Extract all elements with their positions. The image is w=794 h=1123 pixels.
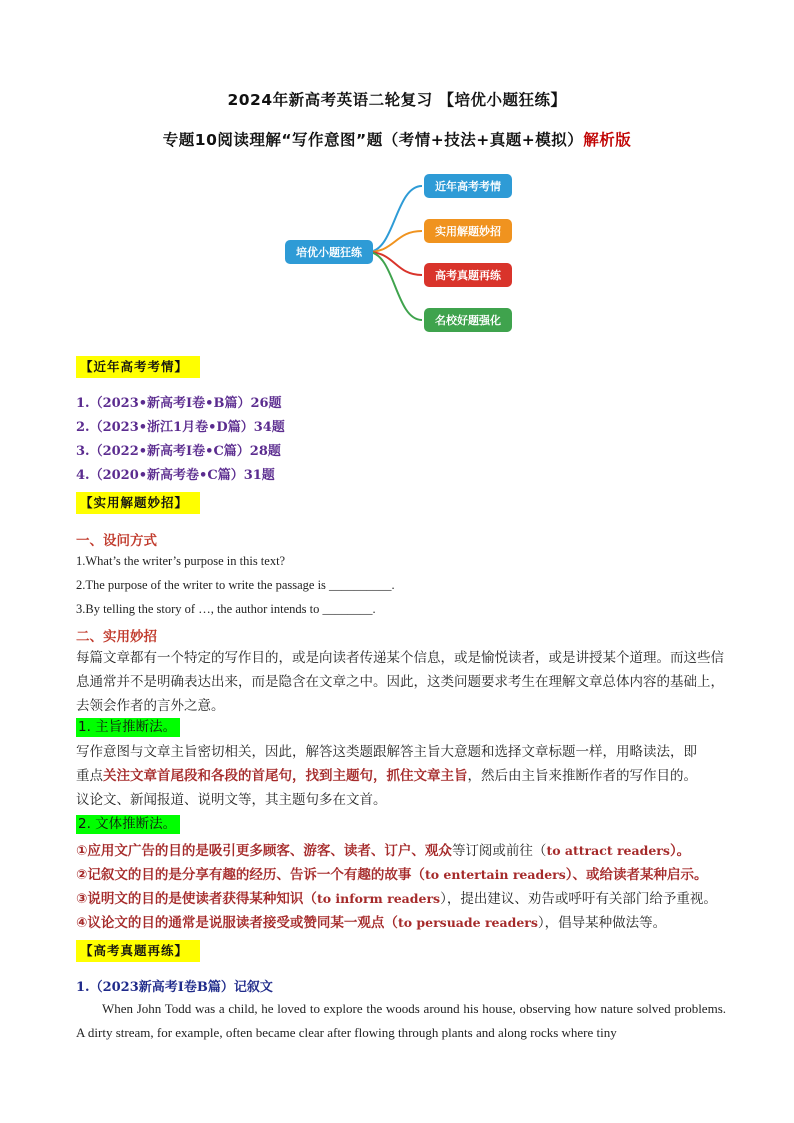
section-heading-exam-trends: 【近年高考考情】 bbox=[76, 356, 200, 378]
exam-item-2: 2.（2023•浙江1月卷•D篇）34题 bbox=[76, 420, 285, 435]
question-form-1: 1.What’s the writer’s purpose in this text? bbox=[76, 554, 286, 568]
subtitle-main: 专题10阅读理解“写作意图”题（考情+技法+真题+模拟） bbox=[162, 131, 584, 149]
mindmap-node-4: 名校好题强化 bbox=[424, 308, 512, 332]
subtitle-version: 解析版 bbox=[583, 131, 632, 149]
intro-paragraph: 每篇文章都有一个特定的写作目的，或是向读者传递某个信息，或是愉悦读者，或是讲授某个道理。而这些信息通常并不是明确表达出来，而是隐含在文章之中。因此，这类问题要求考生在理解文章总体内容的基础上，去领会作者的言外之意。 bbox=[76, 650, 724, 714]
mindmap-node-3: 高考真题再练 bbox=[424, 263, 512, 287]
mindmap-node-1: 近年高考考情 bbox=[424, 174, 512, 198]
subheading-question-types: 一、设问方式 bbox=[76, 533, 157, 549]
reading-passage: When John Todd was a child, he loved to explore the woods around his house, observing how nature solved problems. A dirty stream, for example, often became clear after flowing through plants and along rocks where tiny bbox=[76, 1001, 726, 1040]
document-title: 2024年新高考英语二轮复习 【培优小题狂练】 bbox=[227, 91, 567, 109]
method-1-line-b: 重点关注文章首尾段和各段的首尾句，找到主题句，抓住文章主旨，然后由主旨来推断作者的写作目的。 bbox=[76, 768, 697, 784]
question-form-3: 3.By telling the story of …, the author intends to ________. bbox=[76, 602, 376, 616]
method-1-line-a: 写作意图与文章主旨密切相关，因此，解答这类题跟解答主旨大意题和选择文章标题一样，用略读法，即 bbox=[76, 744, 697, 760]
past-paper-item-title: 1.（2023新高考Ⅰ卷B篇）记叙文 bbox=[76, 980, 273, 995]
method-1-highlight: 关注文章首尾段和各段的首尾句，找到主题句，抓住文章主旨 bbox=[103, 768, 468, 784]
exam-item-3: 3.（2022•新高考Ⅰ卷•C篇）28题 bbox=[76, 444, 281, 459]
method-tag-2: 2. 文体推断法。 bbox=[76, 815, 180, 834]
exam-item-4: 4.（2020•新高考卷•C篇）31题 bbox=[76, 468, 275, 483]
mindmap-root: 培优小题狂练 bbox=[285, 240, 373, 264]
method-tag-1: 1. 主旨推断法。 bbox=[76, 718, 180, 737]
section-heading-tips: 【实用解题妙招】 bbox=[76, 492, 200, 514]
question-form-2: 2.The purpose of the writer to write the passage is __________. bbox=[76, 578, 395, 592]
genre-item-4: ④议论文的目的通常是说服读者接受或赞同某一观点（to persuade readers），倡导某种做法等。 bbox=[76, 915, 667, 931]
genre-item-1: ①应用文广告的目的是吸引更多顾客、游客、读者、订户、观众等订阅或前往（to attract readers）。 bbox=[76, 843, 691, 859]
exam-item-1: 1.（2023•新高考Ⅰ卷•B篇）26题 bbox=[76, 396, 282, 411]
genre-item-2: ②记叙文的目的是分享有趣的经历、告诉一个有趣的故事（to entertain readers）、或给读者某种启示。 bbox=[76, 867, 708, 883]
subheading-practical-tips: 二、实用妙招 bbox=[76, 629, 157, 645]
section-heading-past-papers: 【高考真题再练】 bbox=[76, 940, 200, 962]
mindmap-node-2: 实用解题妙招 bbox=[424, 219, 512, 243]
genre-item-3: ③说明文的目的是使读者获得某种知识（to inform readers），提出建议、劝告或呼吁有关部门给予重视。 bbox=[76, 891, 717, 907]
method-1-line-c: 议论文、新闻报道、说明文等，其主题句多在文首。 bbox=[76, 792, 387, 808]
mindmap-connectors bbox=[0, 0, 794, 340]
